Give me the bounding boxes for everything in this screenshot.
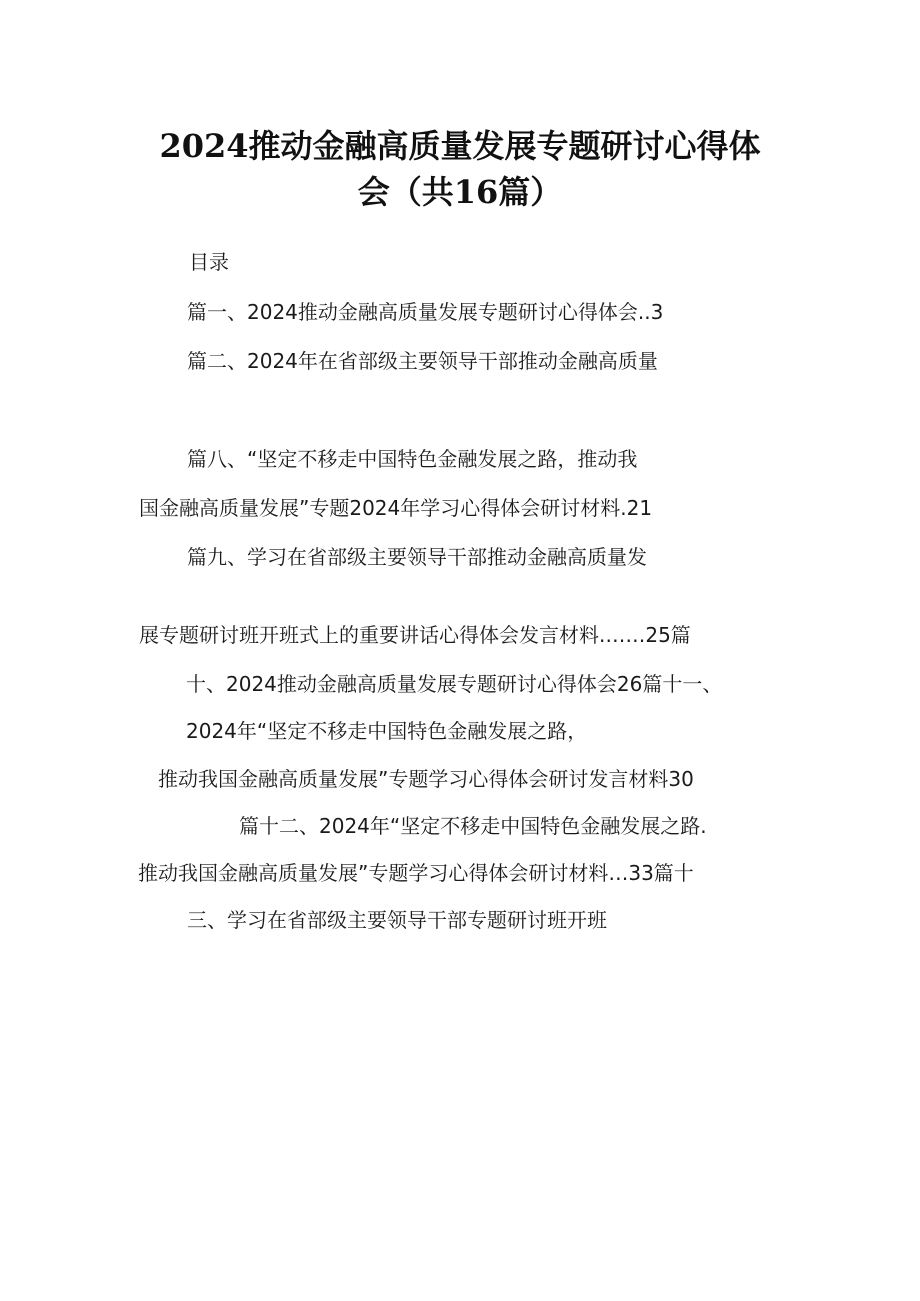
toc-entry[interactable]: 三、学习在省部级主要领导干部专题研讨班开班 bbox=[187, 908, 607, 932]
toc-entry[interactable]: 推动我国金融高质量发展”专题学习心得体会研讨发言材料30 bbox=[158, 767, 694, 791]
toc-entry[interactable]: 2024年“坚定不移走中国特色金融发展之路， bbox=[186, 719, 588, 743]
toc-entry[interactable]: 十、2024推动金融高质量发展专题研讨心得体会26篇十一、 bbox=[186, 672, 723, 696]
toc-entry[interactable]: 推动我国金融高质量发展”专题学习心得体会研讨材料…33篇十 bbox=[138, 861, 694, 885]
document-title-line-1: 2024推动金融高质量发展专题研讨心得体 bbox=[159, 127, 761, 165]
toc-entry[interactable]: 篇一、2024推动金融高质量发展专题研讨心得体会..3 bbox=[187, 300, 664, 324]
toc-entry[interactable]: 篇二、2024年在省部级主要领导干部推动金融高质量 bbox=[187, 349, 658, 373]
toc-heading: 目录 bbox=[189, 250, 229, 274]
toc-entry[interactable]: 展专题研讨班开班式上的重要讲话心得体会发言材料.……25篇 bbox=[139, 623, 691, 647]
toc-entry[interactable]: 篇十二、2024年“坚定不移走中国特色金融发展之路. bbox=[239, 814, 707, 838]
toc-entry[interactable]: 篇九、学习在省部级主要领导干部推动金融高质量发 bbox=[187, 545, 647, 569]
document-title-line-2: 会（共16篇） bbox=[357, 173, 563, 211]
toc-entry[interactable]: 国金融高质量发展”专题2024年学习心得体会研讨材料.21 bbox=[139, 496, 653, 520]
toc-entry[interactable]: 篇八、“坚定不移走中国特色金融发展之路，推动我 bbox=[187, 447, 638, 471]
